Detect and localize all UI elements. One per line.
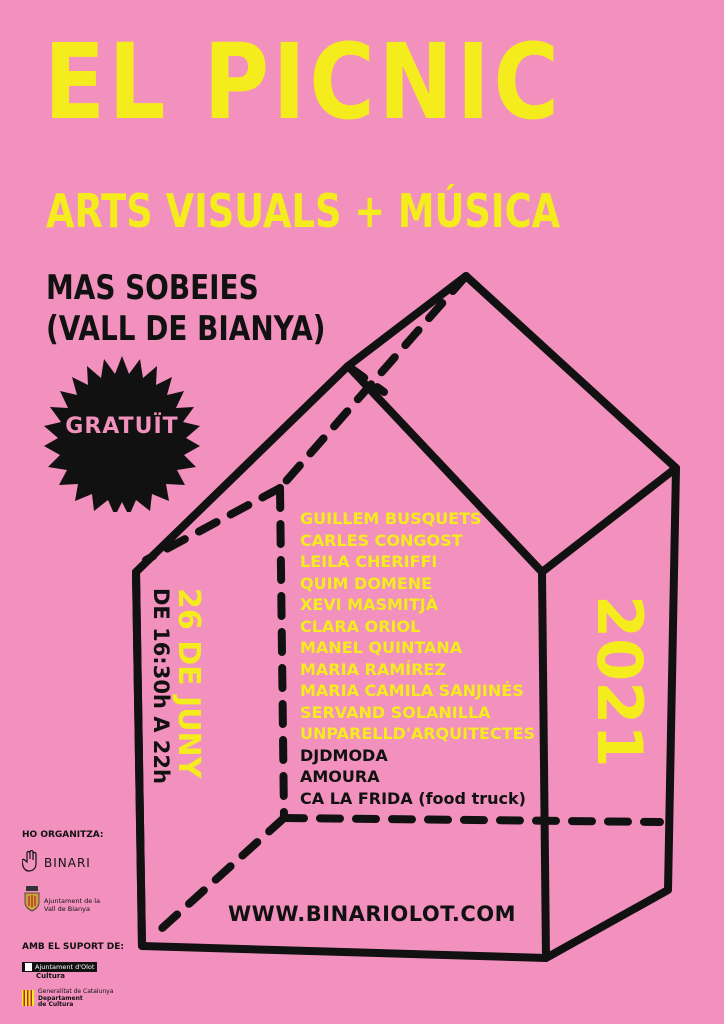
- olot-logo-text: Ajuntament d'Olot: [35, 963, 95, 971]
- ajuntament-vall-line1: Ajuntament de la: [44, 897, 101, 905]
- list-item: MARIA CAMILA SANJINÉS: [300, 681, 524, 700]
- list-item: CA LA FRIDA (food truck): [300, 788, 526, 808]
- binari-logo-text: BINARI: [44, 856, 91, 870]
- event-year: 2021: [583, 595, 656, 768]
- venue-name: MAS SOBEIES: [46, 268, 259, 308]
- generalitat-icon: [22, 990, 34, 1006]
- olot-logo: [22, 962, 97, 980]
- list-item: QUIM DOMENE: [300, 573, 433, 593]
- list-item: AMOURA: [300, 767, 380, 786]
- generalitat-logo-text: [38, 989, 113, 1009]
- event-day: 26 DE JUNY: [171, 588, 206, 779]
- coat-of-arms-icon: [24, 886, 40, 912]
- event-date: [149, 588, 206, 784]
- list-item: LEILA CHERIFFI: [300, 552, 438, 571]
- artist-list: [300, 508, 535, 809]
- list-item: CLARA ORIOL: [300, 616, 421, 636]
- website-link[interactable]: WWW.BINARIOLOT.COM: [228, 902, 516, 926]
- olot-emblem-icon: [25, 963, 32, 971]
- venue-location: (VALL DE BIANYA): [46, 308, 326, 349]
- event-time: DE 16:30h A 22h: [149, 588, 173, 784]
- generalitat-line3: de Cultura: [38, 1001, 74, 1008]
- ajuntament-vall-logo-text: [44, 897, 100, 913]
- list-item: MARIA RAMÍREZ: [300, 659, 446, 679]
- supporters-heading: AMB EL SUPORT DE:: [22, 942, 124, 952]
- list-item: GUILLEM BUSQUETS: [300, 509, 482, 528]
- hand-icon: [22, 850, 40, 872]
- generalitat-line2: Departament: [38, 994, 83, 1002]
- ajuntament-vall-line2: Vall de Bianya: [44, 905, 90, 913]
- list-item: DJDMODA: [300, 745, 388, 765]
- list-item: SERVAND SOLANILLA: [300, 702, 491, 722]
- organizers-heading: HO ORGANITZA:: [22, 830, 104, 840]
- list-item: CARLES CONGOST: [300, 530, 463, 550]
- list-item: UNPARELLD'ARQUITECTES: [300, 724, 536, 743]
- free-badge-label: GRATUÏT: [65, 414, 179, 439]
- event-subtitle: ARTS VISUALS + MÚSICA: [46, 184, 561, 238]
- venue: [46, 268, 326, 350]
- generalitat-line1: Generalitat de Catalunya: [38, 988, 114, 995]
- olot-cultura-text: Cultura: [36, 972, 66, 980]
- list-item: XEVI MASMITJÀ: [300, 595, 439, 614]
- event-title: EL PICNIC: [44, 21, 563, 143]
- list-item: MANEL QUINTANA: [300, 638, 463, 657]
